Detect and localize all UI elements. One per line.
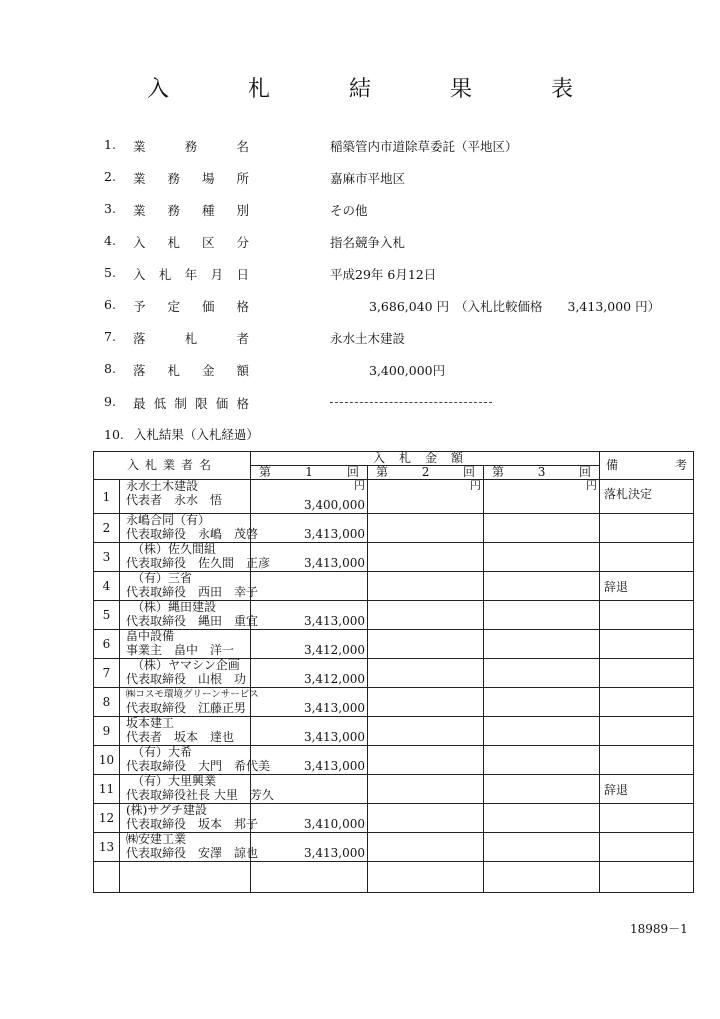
remark-cell <box>600 630 694 659</box>
info-label-char: 者 <box>236 331 249 346</box>
info-value: その他 <box>330 203 368 218</box>
bid-amount-round-3 <box>484 833 600 862</box>
bid-amount-value: 3,400,000 <box>303 498 366 512</box>
bid-amount-round-1 <box>251 601 368 630</box>
empty-cell <box>94 862 120 893</box>
bid-amount-round-2 <box>368 601 484 630</box>
bid-amount-value: 3,413,000 <box>303 759 366 773</box>
info-label-char: 業 <box>133 139 146 154</box>
bid-amount-round-2 <box>368 833 484 862</box>
bidder-cell <box>120 480 251 514</box>
bidder-company: 永嶋合同（有） <box>126 513 211 527</box>
info-label <box>133 201 249 219</box>
info-row <box>0 201 720 221</box>
info-number: 3. <box>104 201 116 216</box>
info-label <box>133 233 249 251</box>
bidder-company: （株）ヤマシン企画 <box>132 658 240 672</box>
bidder-representative: 代表取締役 坂本 邦子 <box>126 816 259 831</box>
info-label-char: 価 <box>201 299 215 314</box>
bid-amount-round-1 <box>251 775 368 804</box>
bidder-cell <box>120 542 271 572</box>
header-bid-amount: 入札金額 <box>251 452 600 466</box>
bidder-cell <box>120 832 259 862</box>
row-number: 6 <box>94 630 120 659</box>
bidder-representative: 代表取締役 西田 幸子 <box>126 584 259 599</box>
bidder-company: 畠中設備 <box>126 629 175 643</box>
remark-cell <box>600 688 694 717</box>
info-label-char: 務 <box>167 171 180 186</box>
section-10-number: 10. <box>104 427 124 442</box>
table-row <box>94 688 694 717</box>
info-value: 平成29年 6月12日 <box>330 267 437 282</box>
bid-amount-round-1 <box>251 572 368 601</box>
bid-amount-round-1 <box>251 514 368 543</box>
bidder-company: 永水土木建設 <box>126 479 199 493</box>
info-number: 1. <box>104 137 116 152</box>
empty-cell <box>600 862 694 893</box>
info-number: 2. <box>104 169 116 184</box>
bid-amount-round-2 <box>368 688 484 717</box>
remark-cell: 辞退 <box>600 572 694 601</box>
info-label-char: 価 <box>215 396 229 411</box>
bidder-representative: 代表者 坂本 達也 <box>126 729 235 744</box>
bidder-company: 坂本建工 <box>126 716 175 730</box>
bidder-company: （株）縄田建設 <box>132 600 217 614</box>
row-number: 2 <box>94 514 120 543</box>
bidder-representative: 事業主 畠中 洋一 <box>126 642 235 657</box>
table-row <box>94 833 694 862</box>
info-number: 9. <box>104 394 116 409</box>
row-number: 7 <box>94 659 120 688</box>
header-remarks: 備 考 <box>600 452 694 480</box>
page-title: 入 札 結 果 表 <box>147 77 609 102</box>
info-label-char: 札 <box>167 363 180 378</box>
table-row <box>94 601 694 630</box>
row-number: 3 <box>94 543 120 572</box>
remark-cell <box>600 804 694 833</box>
yen-unit: 円 <box>354 479 366 492</box>
info-label-char: 別 <box>236 203 249 218</box>
bid-amount-round-3 <box>484 659 600 688</box>
bid-amount-round-2 <box>368 804 484 833</box>
bidder-cell <box>120 774 274 804</box>
table-row <box>94 746 694 775</box>
info-label-char: 務 <box>167 203 180 218</box>
info-label-char: 札 <box>184 331 198 346</box>
info-label-char: 限 <box>195 396 208 411</box>
info-label-char: 種 <box>201 203 215 218</box>
info-value: 永水土木建設 <box>330 331 406 346</box>
info-row <box>0 394 720 414</box>
info-label-char: 入 <box>133 267 146 282</box>
info-label-char: 落 <box>133 331 146 346</box>
bidder-cell <box>120 659 251 688</box>
bid-amount-value: 3,412,000 <box>303 643 366 657</box>
bidder-representative: 代表者 永水 悟 <box>126 492 223 507</box>
empty-cell <box>120 862 251 893</box>
bid-amount-round-1 <box>251 543 368 572</box>
info-extra: （入札比較価格 3,413,000 円） <box>455 299 661 314</box>
bid-amount-value: 3,413,000 <box>303 614 366 628</box>
bid-amount-round-3 <box>484 717 600 746</box>
bidder-company: （有）大希 <box>132 745 193 759</box>
bidder-company: ㈱コスモ環境グリーンサービス <box>126 689 259 700</box>
bidder-company: （有）大里興業 <box>132 774 217 788</box>
bid-amount-round-3 <box>484 746 600 775</box>
bidder-cell <box>120 717 251 746</box>
header-round-2: 第 2 回 <box>368 466 484 480</box>
row-number: 8 <box>94 688 120 717</box>
row-number: 1 <box>94 480 120 514</box>
info-label <box>133 137 249 155</box>
info-row <box>0 169 720 189</box>
table-row <box>94 775 694 804</box>
info-number: 8. <box>104 361 116 376</box>
bid-amount-round-3 <box>484 480 600 514</box>
remark-cell <box>600 833 694 862</box>
row-number: 9 <box>94 717 120 746</box>
info-label <box>133 329 249 347</box>
bid-amount-value: 3,412,000 <box>303 672 366 686</box>
info-label-char: 最 <box>133 396 146 411</box>
info-label-char: 格 <box>236 299 249 314</box>
info-label-char: 制 <box>174 396 187 411</box>
empty-cell <box>484 862 600 893</box>
info-value: 稲築管内市道除草委託（平地区） <box>330 139 518 154</box>
bidder-representative: 代表取締役 佐久間 正彦 <box>126 555 271 570</box>
table-row <box>94 480 694 514</box>
bid-amount-round-2 <box>368 746 484 775</box>
info-label-char: 場 <box>201 171 215 186</box>
table-row <box>94 659 694 688</box>
bid-amount-round-2 <box>368 514 484 543</box>
bid-amount-round-2 <box>368 717 484 746</box>
info-number: 6. <box>104 297 116 312</box>
info-label-char: 低 <box>153 396 167 411</box>
bid-amount-round-2 <box>368 572 484 601</box>
info-label-char: 定 <box>167 299 180 314</box>
row-number: 4 <box>94 572 120 601</box>
info-label-char: 区 <box>201 235 215 250</box>
info-label-char: 業 <box>133 203 146 218</box>
remark-cell <box>600 601 694 630</box>
bid-amount-round-1 <box>251 833 368 862</box>
info-row <box>0 297 720 317</box>
remark-cell <box>600 746 694 775</box>
bid-amount-round-2 <box>368 543 484 572</box>
bidder-representative: 代表取締役社長 大里 芳久 <box>126 787 274 802</box>
section-10-heading <box>104 425 269 443</box>
bid-amount-round-3 <box>484 601 600 630</box>
bidder-cell <box>120 745 271 775</box>
info-value: 嘉麻市平地区 <box>330 171 406 186</box>
row-number: 13 <box>94 833 120 862</box>
info-label-char: 分 <box>236 235 249 250</box>
bid-amount-round-2 <box>368 630 484 659</box>
info-label-char: 所 <box>236 171 249 186</box>
info-label-char: 札 <box>167 235 180 250</box>
bidder-cell <box>120 600 259 630</box>
row-number: 11 <box>94 775 120 804</box>
bid-amount-round-1 <box>251 630 368 659</box>
info-row <box>0 329 720 349</box>
section-10-label: 入札結果（入札経過） <box>133 427 259 442</box>
info-label-char: 日 <box>236 267 249 282</box>
bidder-representative: 代表取締役 山根 功 <box>126 671 247 686</box>
bidder-cell <box>120 803 259 833</box>
document-number: 18989－1 <box>630 922 688 936</box>
bid-amount-round-2 <box>368 659 484 688</box>
info-label-char: 月 <box>210 267 224 282</box>
bid-amount-round-1 <box>251 746 368 775</box>
yen-unit: 円 <box>586 479 598 492</box>
bid-results-table <box>93 451 694 893</box>
bid-amount-round-1 <box>251 804 368 833</box>
bidder-cell <box>120 513 259 543</box>
bidder-company: （株）佐久間組 <box>132 542 217 556</box>
yen-unit: 円 <box>470 479 482 492</box>
info-number: 4. <box>104 233 116 248</box>
bid-amount-round-3 <box>484 543 600 572</box>
bid-amount-round-1 <box>251 717 368 746</box>
info-number: 5. <box>104 265 116 280</box>
info-label <box>133 169 249 187</box>
bid-amount-round-1 <box>251 688 368 717</box>
remark-cell <box>600 659 694 688</box>
bid-amount-round-1 <box>251 659 368 688</box>
bid-amount-value: 3,413,000 <box>303 701 366 715</box>
remark-cell <box>600 514 694 543</box>
info-label-char: 札 <box>158 267 172 282</box>
info-dashed-line <box>330 402 492 403</box>
info-value: 指名競争入札 <box>330 235 406 250</box>
bidder-representative: 代表取締役 縄田 重宜 <box>126 613 259 628</box>
table-row <box>94 630 694 659</box>
info-label-char: 落 <box>133 363 146 378</box>
remark-cell <box>600 717 694 746</box>
bidder-cell <box>120 571 259 601</box>
table-row <box>94 543 694 572</box>
info-label <box>133 265 249 283</box>
empty-cell <box>251 862 368 893</box>
empty-cell <box>368 862 484 893</box>
info-value: 3,686,040 円 <box>369 299 450 314</box>
info-value: 3,400,000円 <box>369 363 446 378</box>
bid-amount-value: 3,413,000 <box>303 730 366 744</box>
info-row <box>0 361 720 381</box>
row-number: 5 <box>94 601 120 630</box>
info-label-char: 年 <box>184 267 198 282</box>
bidder-company: ㈱安建工業 <box>126 832 187 846</box>
info-label <box>133 394 249 412</box>
bidder-representative: 代表取締役 江藤正男 <box>126 700 247 715</box>
info-label-char: 格 <box>236 396 249 411</box>
bidder-cell <box>120 688 259 717</box>
remark-cell <box>600 543 694 572</box>
row-number: 10 <box>94 746 120 775</box>
bid-amount-value: 3,410,000 <box>303 817 366 831</box>
bid-amount-value: 3,413,000 <box>303 846 366 860</box>
bid-amount-round-3 <box>484 514 600 543</box>
bid-amount-round-3 <box>484 688 600 717</box>
remark-cell: 辞退 <box>600 775 694 804</box>
bid-amount-value: 3,413,000 <box>303 527 366 541</box>
bidder-representative: 代表取締役 安澤 諒也 <box>126 845 259 860</box>
bid-results-body <box>94 480 694 893</box>
header-round-3: 第 3 回 <box>484 466 600 480</box>
bid-amount-round-3 <box>484 630 600 659</box>
bidder-representative: 代表取締役 永嶋 茂啓 <box>126 526 259 541</box>
header-round-1: 第 1 回 <box>251 466 368 480</box>
info-label-char: 予 <box>133 299 146 314</box>
table-row <box>94 572 694 601</box>
info-label-char: 金 <box>201 363 215 378</box>
info-label <box>133 297 249 315</box>
table-row <box>94 804 694 833</box>
bidder-company: (株)サグチ建設 <box>126 803 207 817</box>
bid-amount-round-3 <box>484 804 600 833</box>
bid-amount-round-2 <box>368 480 484 514</box>
info-row <box>0 265 720 285</box>
info-row <box>0 137 720 157</box>
bid-amount-round-3 <box>484 572 600 601</box>
bidder-company: （有）三省 <box>132 571 193 585</box>
info-label-char: 務 <box>184 139 198 154</box>
bid-amount-round-2 <box>368 775 484 804</box>
info-label-char: 業 <box>133 171 146 186</box>
header-bidder-name: 入札業者名 <box>94 452 251 480</box>
row-number: 12 <box>94 804 120 833</box>
info-label-char: 入 <box>133 235 146 250</box>
info-label-char: 額 <box>236 363 249 378</box>
remark-cell: 落札決定 <box>600 480 694 514</box>
table-row-empty <box>94 862 694 893</box>
table-row <box>94 717 694 746</box>
table-row <box>94 514 694 543</box>
info-row <box>0 233 720 253</box>
info-number: 7. <box>104 329 116 344</box>
bid-amount-round-3 <box>484 775 600 804</box>
info-label <box>133 361 249 379</box>
bid-amount-value: 3,413,000 <box>303 556 366 570</box>
bidder-cell <box>120 630 251 659</box>
bidder-representative: 代表取締役 大門 希代美 <box>126 758 271 773</box>
info-label-char: 名 <box>236 139 249 154</box>
bid-amount-round-1 <box>251 480 368 514</box>
